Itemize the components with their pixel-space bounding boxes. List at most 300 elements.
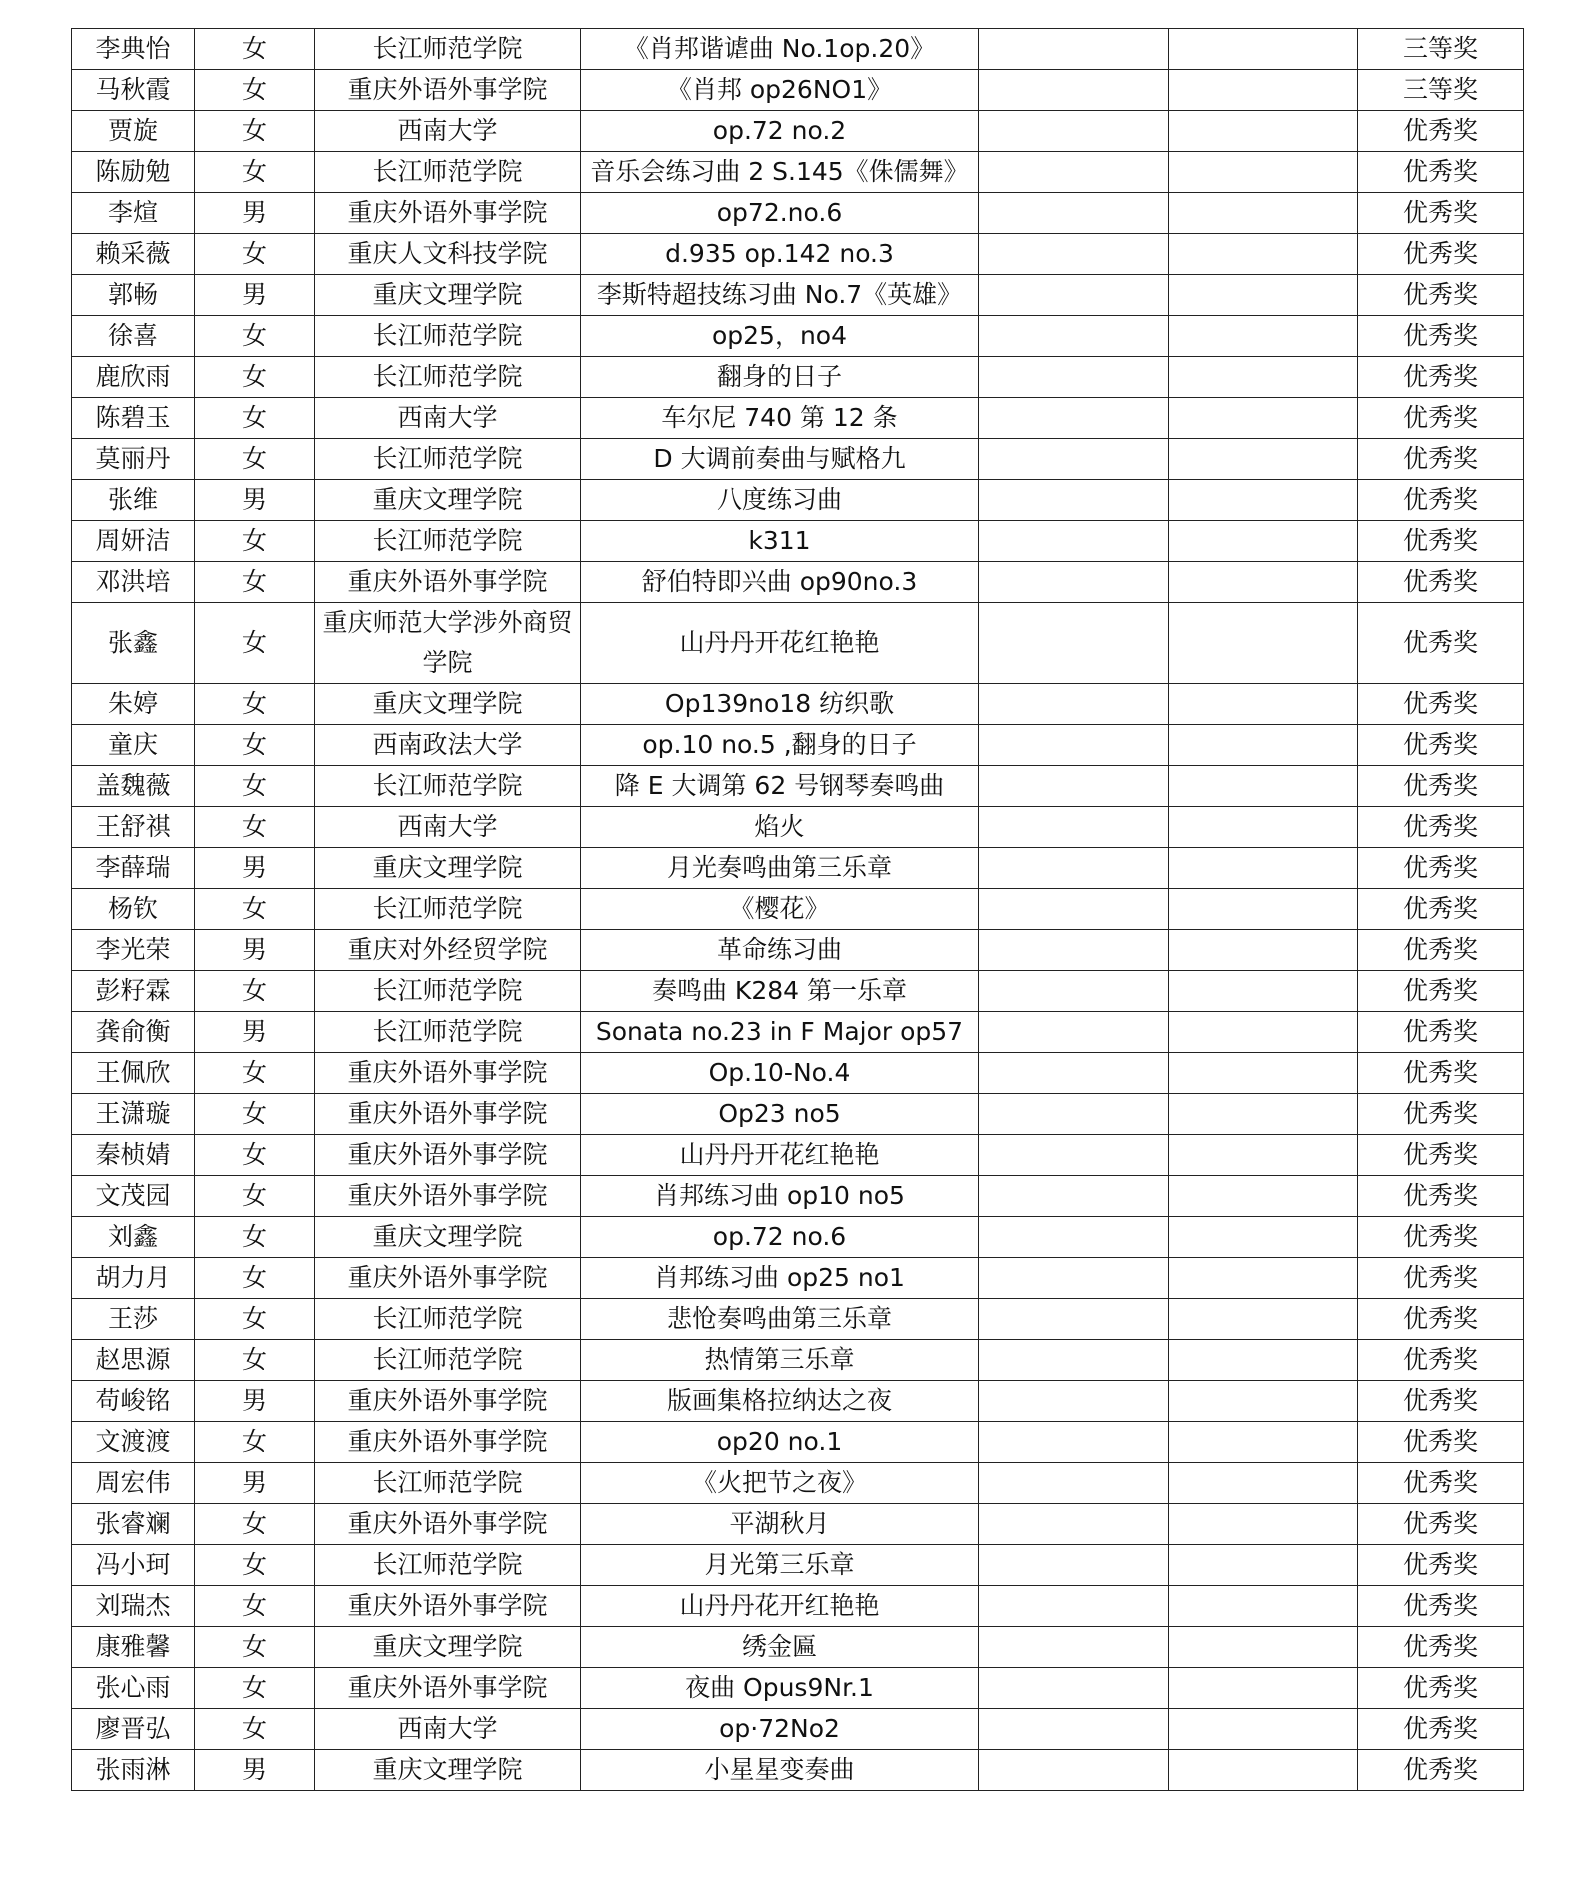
piece-cell: 绣金匾 xyxy=(581,1627,979,1668)
name-cell: 贾旋 xyxy=(72,111,195,152)
gender-cell: 女 xyxy=(195,1627,315,1668)
piece-cell: 《火把节之夜》 xyxy=(581,1463,979,1504)
name-cell: 杨钦 xyxy=(72,889,195,930)
gender-cell: 男 xyxy=(195,1381,315,1422)
empty-cell xyxy=(979,29,1169,70)
empty-cell xyxy=(1169,725,1358,766)
name-cell: 李光荣 xyxy=(72,930,195,971)
empty-cell xyxy=(979,70,1169,111)
table-row xyxy=(72,1586,1524,1627)
name-cell: 龚俞衡 xyxy=(72,1012,195,1053)
name-cell: 刘瑞杰 xyxy=(72,1586,195,1627)
piece-cell: 山丹丹开花红艳艳 xyxy=(581,1135,979,1176)
name-cell: 张心雨 xyxy=(72,1668,195,1709)
school-cell: 重庆文理学院 xyxy=(315,684,581,725)
table-row xyxy=(72,1504,1524,1545)
name-cell: 秦桢婧 xyxy=(72,1135,195,1176)
award-cell: 优秀奖 xyxy=(1358,1340,1524,1381)
table-row xyxy=(72,1750,1524,1791)
table-row xyxy=(72,725,1524,766)
piece-cell: 革命练习曲 xyxy=(581,930,979,971)
table-row xyxy=(72,1340,1524,1381)
gender-cell: 女 xyxy=(195,725,315,766)
gender-cell: 男 xyxy=(195,480,315,521)
award-cell: 优秀奖 xyxy=(1358,1627,1524,1668)
award-cell: 优秀奖 xyxy=(1358,1258,1524,1299)
table-row xyxy=(72,234,1524,275)
piece-cell: 小星星变奏曲 xyxy=(581,1750,979,1791)
gender-cell: 女 xyxy=(195,29,315,70)
empty-cell xyxy=(979,439,1169,480)
award-cell: 优秀奖 xyxy=(1358,684,1524,725)
piece-cell: op25，no4 xyxy=(581,316,979,357)
name-cell: 张睿斓 xyxy=(72,1504,195,1545)
award-cell: 优秀奖 xyxy=(1358,562,1524,603)
gender-cell: 女 xyxy=(195,398,315,439)
empty-cell xyxy=(979,357,1169,398)
table-row xyxy=(72,1135,1524,1176)
school-cell: 长江师范学院 xyxy=(315,889,581,930)
name-cell: 王佩欣 xyxy=(72,1053,195,1094)
gender-cell: 男 xyxy=(195,1463,315,1504)
award-cell: 优秀奖 xyxy=(1358,930,1524,971)
school-cell: 重庆文理学院 xyxy=(315,848,581,889)
name-cell: 陈励勉 xyxy=(72,152,195,193)
award-cell: 优秀奖 xyxy=(1358,725,1524,766)
award-cell: 优秀奖 xyxy=(1358,1135,1524,1176)
school-cell: 重庆外语外事学院 xyxy=(315,1586,581,1627)
gender-cell: 女 xyxy=(195,1668,315,1709)
award-cell: 优秀奖 xyxy=(1358,1381,1524,1422)
empty-cell xyxy=(1169,1053,1358,1094)
award-cell: 优秀奖 xyxy=(1358,889,1524,930)
award-cell: 优秀奖 xyxy=(1358,111,1524,152)
name-cell: 胡力月 xyxy=(72,1258,195,1299)
award-cell: 优秀奖 xyxy=(1358,1709,1524,1750)
piece-cell: 《肖邦谐谑曲 No.1op.20》 xyxy=(581,29,979,70)
empty-cell xyxy=(1169,1504,1358,1545)
award-cell: 优秀奖 xyxy=(1358,275,1524,316)
empty-cell xyxy=(1169,1299,1358,1340)
piece-cell: 月光奏鸣曲第三乐章 xyxy=(581,848,979,889)
gender-cell: 女 xyxy=(195,807,315,848)
school-cell: 重庆外语外事学院 xyxy=(315,1135,581,1176)
empty-cell xyxy=(1169,1258,1358,1299)
empty-cell xyxy=(979,603,1169,684)
empty-cell xyxy=(1169,111,1358,152)
empty-cell xyxy=(979,111,1169,152)
piece-cell: 版画集格拉纳达之夜 xyxy=(581,1381,979,1422)
award-cell: 优秀奖 xyxy=(1358,603,1524,684)
table-row xyxy=(72,1258,1524,1299)
piece-cell: op·72No2 xyxy=(581,1709,979,1750)
name-cell: 刘鑫 xyxy=(72,1217,195,1258)
table-row xyxy=(72,398,1524,439)
table-row xyxy=(72,1668,1524,1709)
name-cell: 鹿欣雨 xyxy=(72,357,195,398)
gender-cell: 男 xyxy=(195,1012,315,1053)
school-cell: 重庆文理学院 xyxy=(315,1627,581,1668)
empty-cell xyxy=(979,521,1169,562)
table-row xyxy=(72,930,1524,971)
empty-cell xyxy=(979,1422,1169,1463)
school-cell: 长江师范学院 xyxy=(315,29,581,70)
name-cell: 王莎 xyxy=(72,1299,195,1340)
name-cell: 陈碧玉 xyxy=(72,398,195,439)
piece-cell: 肖邦练习曲 op25 no1 xyxy=(581,1258,979,1299)
empty-cell xyxy=(1169,889,1358,930)
gender-cell: 女 xyxy=(195,234,315,275)
school-cell: 重庆外语外事学院 xyxy=(315,562,581,603)
empty-cell xyxy=(1169,1381,1358,1422)
gender-cell: 女 xyxy=(195,562,315,603)
name-cell: 苟峻铭 xyxy=(72,1381,195,1422)
piece-cell: 月光第三乐章 xyxy=(581,1545,979,1586)
empty-cell xyxy=(979,889,1169,930)
table-row xyxy=(72,357,1524,398)
table-row xyxy=(72,603,1524,684)
name-cell: 徐喜 xyxy=(72,316,195,357)
award-cell: 优秀奖 xyxy=(1358,1463,1524,1504)
award-cell: 优秀奖 xyxy=(1358,1299,1524,1340)
piece-cell: d.935 op.142 no.3 xyxy=(581,234,979,275)
name-cell: 童庆 xyxy=(72,725,195,766)
empty-cell xyxy=(1169,1217,1358,1258)
school-cell: 重庆外语外事学院 xyxy=(315,1381,581,1422)
empty-cell xyxy=(979,1258,1169,1299)
table-row xyxy=(72,1299,1524,1340)
award-cell: 优秀奖 xyxy=(1358,766,1524,807)
piece-cell: 山丹丹花开红艳艳 xyxy=(581,1586,979,1627)
name-cell: 文茂园 xyxy=(72,1176,195,1217)
table-row xyxy=(72,889,1524,930)
empty-cell xyxy=(1169,1668,1358,1709)
piece-cell: 车尔尼 740 第 12 条 xyxy=(581,398,979,439)
school-cell: 长江师范学院 xyxy=(315,971,581,1012)
school-cell: 西南政法大学 xyxy=(315,725,581,766)
empty-cell xyxy=(979,1299,1169,1340)
gender-cell: 女 xyxy=(195,70,315,111)
school-cell: 重庆外语外事学院 xyxy=(315,1053,581,1094)
gender-cell: 女 xyxy=(195,152,315,193)
name-cell: 李薛瑞 xyxy=(72,848,195,889)
gender-cell: 女 xyxy=(195,889,315,930)
piece-cell: 山丹丹开花红艳艳 xyxy=(581,603,979,684)
name-cell: 王潇璇 xyxy=(72,1094,195,1135)
empty-cell xyxy=(979,807,1169,848)
award-cell: 优秀奖 xyxy=(1358,1750,1524,1791)
empty-cell xyxy=(979,766,1169,807)
gender-cell: 男 xyxy=(195,1750,315,1791)
empty-cell xyxy=(979,930,1169,971)
piece-cell: 悲怆奏鸣曲第三乐章 xyxy=(581,1299,979,1340)
school-cell: 长江师范学院 xyxy=(315,152,581,193)
gender-cell: 女 xyxy=(195,603,315,684)
empty-cell xyxy=(1169,1176,1358,1217)
name-cell: 邓洪培 xyxy=(72,562,195,603)
gender-cell: 女 xyxy=(195,1258,315,1299)
award-cell: 优秀奖 xyxy=(1358,152,1524,193)
award-cell: 优秀奖 xyxy=(1358,1504,1524,1545)
empty-cell xyxy=(1169,480,1358,521)
empty-cell xyxy=(979,193,1169,234)
empty-cell xyxy=(1169,1340,1358,1381)
table-row xyxy=(72,1463,1524,1504)
piece-cell: 翻身的日子 xyxy=(581,357,979,398)
empty-cell xyxy=(979,275,1169,316)
piece-cell: 降 E 大调第 62 号钢琴奏鸣曲 xyxy=(581,766,979,807)
table-row xyxy=(72,111,1524,152)
piece-cell: Op139no18 纺织歌 xyxy=(581,684,979,725)
table-row xyxy=(72,562,1524,603)
empty-cell xyxy=(979,1094,1169,1135)
piece-cell: op.10 no.5 ,翻身的日子 xyxy=(581,725,979,766)
table-row xyxy=(72,152,1524,193)
school-cell: 长江师范学院 xyxy=(315,766,581,807)
table-row xyxy=(72,193,1524,234)
empty-cell xyxy=(979,725,1169,766)
table-row xyxy=(72,684,1524,725)
piece-cell: 音乐会练习曲 2 S.145《侏儒舞》 xyxy=(581,152,979,193)
empty-cell xyxy=(1169,1094,1358,1135)
name-cell: 莫丽丹 xyxy=(72,439,195,480)
empty-cell xyxy=(1169,357,1358,398)
piece-cell: op.72 no.6 xyxy=(581,1217,979,1258)
empty-cell xyxy=(1169,684,1358,725)
award-cell: 优秀奖 xyxy=(1358,1545,1524,1586)
gender-cell: 女 xyxy=(195,1422,315,1463)
award-cell: 优秀奖 xyxy=(1358,398,1524,439)
piece-cell: Sonata no.23 in F Major op57 xyxy=(581,1012,979,1053)
empty-cell xyxy=(979,398,1169,439)
name-cell: 张雨淋 xyxy=(72,1750,195,1791)
empty-cell xyxy=(1169,1627,1358,1668)
gender-cell: 男 xyxy=(195,193,315,234)
empty-cell xyxy=(979,1586,1169,1627)
piece-cell: op.72 no.2 xyxy=(581,111,979,152)
school-cell: 长江师范学院 xyxy=(315,1299,581,1340)
piece-cell: 焰火 xyxy=(581,807,979,848)
empty-cell xyxy=(1169,1422,1358,1463)
piece-cell: Op.10-No.4 xyxy=(581,1053,979,1094)
gender-cell: 女 xyxy=(195,684,315,725)
name-cell: 李典怡 xyxy=(72,29,195,70)
empty-cell xyxy=(979,152,1169,193)
table-row xyxy=(72,1094,1524,1135)
empty-cell xyxy=(1169,603,1358,684)
award-cell: 优秀奖 xyxy=(1358,1053,1524,1094)
gender-cell: 女 xyxy=(195,1094,315,1135)
name-cell: 张维 xyxy=(72,480,195,521)
name-cell: 马秋霞 xyxy=(72,70,195,111)
empty-cell xyxy=(979,234,1169,275)
award-cell: 三等奖 xyxy=(1358,70,1524,111)
piece-cell: 夜曲 Opus9Nr.1 xyxy=(581,1668,979,1709)
piece-cell: 《肖邦 op26NO1》 xyxy=(581,70,979,111)
empty-cell xyxy=(1169,1709,1358,1750)
gender-cell: 女 xyxy=(195,439,315,480)
table-row xyxy=(72,70,1524,111)
piece-cell: 舒伯特即兴曲 op90no.3 xyxy=(581,562,979,603)
empty-cell xyxy=(1169,930,1358,971)
empty-cell xyxy=(979,1750,1169,1791)
piece-cell: 《樱花》 xyxy=(581,889,979,930)
table-row xyxy=(72,1422,1524,1463)
school-cell: 西南大学 xyxy=(315,1709,581,1750)
empty-cell xyxy=(979,971,1169,1012)
empty-cell xyxy=(1169,193,1358,234)
table-row xyxy=(72,1012,1524,1053)
award-cell: 优秀奖 xyxy=(1358,521,1524,562)
empty-cell xyxy=(1169,29,1358,70)
school-cell: 重庆外语外事学院 xyxy=(315,1422,581,1463)
piece-cell: 热情第三乐章 xyxy=(581,1340,979,1381)
empty-cell xyxy=(1169,1463,1358,1504)
empty-cell xyxy=(1169,398,1358,439)
empty-cell xyxy=(979,1340,1169,1381)
name-cell: 李煊 xyxy=(72,193,195,234)
gender-cell: 女 xyxy=(195,1340,315,1381)
school-cell: 长江师范学院 xyxy=(315,357,581,398)
empty-cell xyxy=(979,1012,1169,1053)
empty-cell xyxy=(1169,766,1358,807)
award-cell: 优秀奖 xyxy=(1358,1012,1524,1053)
empty-cell xyxy=(979,1053,1169,1094)
school-cell: 重庆文理学院 xyxy=(315,1750,581,1791)
award-cell: 优秀奖 xyxy=(1358,439,1524,480)
name-cell: 周妍洁 xyxy=(72,521,195,562)
empty-cell xyxy=(1169,316,1358,357)
table-row xyxy=(72,521,1524,562)
school-cell: 长江师范学院 xyxy=(315,1545,581,1586)
school-cell: 重庆文理学院 xyxy=(315,275,581,316)
piece-cell: Op23 no5 xyxy=(581,1094,979,1135)
empty-cell xyxy=(1169,70,1358,111)
piece-cell: D 大调前奏曲与赋格九 xyxy=(581,439,979,480)
table-row xyxy=(72,1217,1524,1258)
school-cell: 重庆外语外事学院 xyxy=(315,70,581,111)
school-cell: 重庆师范大学涉外商贸学院 xyxy=(315,603,581,684)
name-cell: 廖晋弘 xyxy=(72,1709,195,1750)
empty-cell xyxy=(979,1217,1169,1258)
gender-cell: 女 xyxy=(195,1176,315,1217)
results-table xyxy=(71,28,1524,1791)
school-cell: 重庆对外经贸学院 xyxy=(315,930,581,971)
empty-cell xyxy=(1169,971,1358,1012)
school-cell: 重庆外语外事学院 xyxy=(315,1504,581,1545)
school-cell: 重庆外语外事学院 xyxy=(315,1668,581,1709)
gender-cell: 女 xyxy=(195,1586,315,1627)
table-row xyxy=(72,480,1524,521)
empty-cell xyxy=(979,1709,1169,1750)
results-body xyxy=(72,29,1524,1791)
name-cell: 王舒祺 xyxy=(72,807,195,848)
piece-cell: 李斯特超技练习曲 No.7《英雄》 xyxy=(581,275,979,316)
table-row xyxy=(72,1381,1524,1422)
name-cell: 朱婷 xyxy=(72,684,195,725)
empty-cell xyxy=(1169,562,1358,603)
piece-cell: op72.no.6 xyxy=(581,193,979,234)
school-cell: 重庆外语外事学院 xyxy=(315,1258,581,1299)
school-cell: 长江师范学院 xyxy=(315,316,581,357)
name-cell: 赵思源 xyxy=(72,1340,195,1381)
table-row xyxy=(72,275,1524,316)
table-row xyxy=(72,1627,1524,1668)
school-cell: 长江师范学院 xyxy=(315,521,581,562)
gender-cell: 男 xyxy=(195,930,315,971)
school-cell: 长江师范学院 xyxy=(315,1340,581,1381)
empty-cell xyxy=(979,1545,1169,1586)
school-cell: 西南大学 xyxy=(315,807,581,848)
empty-cell xyxy=(1169,848,1358,889)
empty-cell xyxy=(979,1627,1169,1668)
gender-cell: 女 xyxy=(195,1299,315,1340)
gender-cell: 女 xyxy=(195,521,315,562)
empty-cell xyxy=(1169,152,1358,193)
table-row xyxy=(72,29,1524,70)
empty-cell xyxy=(1169,807,1358,848)
piece-cell: 八度练习曲 xyxy=(581,480,979,521)
award-cell: 优秀奖 xyxy=(1358,193,1524,234)
gender-cell: 女 xyxy=(195,1217,315,1258)
table-row xyxy=(72,316,1524,357)
award-cell: 三等奖 xyxy=(1358,29,1524,70)
empty-cell xyxy=(1169,439,1358,480)
empty-cell xyxy=(979,1135,1169,1176)
empty-cell xyxy=(1169,234,1358,275)
school-cell: 重庆外语外事学院 xyxy=(315,193,581,234)
school-cell: 重庆人文科技学院 xyxy=(315,234,581,275)
empty-cell xyxy=(1169,1750,1358,1791)
name-cell: 冯小珂 xyxy=(72,1545,195,1586)
table-row xyxy=(72,1709,1524,1750)
piece-cell: 奏鸣曲 K284 第一乐章 xyxy=(581,971,979,1012)
school-cell: 西南大学 xyxy=(315,398,581,439)
name-cell: 张鑫 xyxy=(72,603,195,684)
empty-cell xyxy=(1169,1135,1358,1176)
gender-cell: 女 xyxy=(195,1135,315,1176)
name-cell: 盖魏薇 xyxy=(72,766,195,807)
empty-cell xyxy=(979,1668,1169,1709)
gender-cell: 女 xyxy=(195,766,315,807)
name-cell: 康雅馨 xyxy=(72,1627,195,1668)
gender-cell: 女 xyxy=(195,1545,315,1586)
gender-cell: 女 xyxy=(195,1504,315,1545)
award-cell: 优秀奖 xyxy=(1358,357,1524,398)
empty-cell xyxy=(979,1504,1169,1545)
award-cell: 优秀奖 xyxy=(1358,1422,1524,1463)
school-cell: 长江师范学院 xyxy=(315,439,581,480)
school-cell: 长江师范学院 xyxy=(315,1463,581,1504)
name-cell: 周宏伟 xyxy=(72,1463,195,1504)
gender-cell: 女 xyxy=(195,316,315,357)
empty-cell xyxy=(979,480,1169,521)
name-cell: 彭籽霖 xyxy=(72,971,195,1012)
gender-cell: 女 xyxy=(195,111,315,152)
piece-cell: op20 no.1 xyxy=(581,1422,979,1463)
empty-cell xyxy=(979,316,1169,357)
empty-cell xyxy=(1169,1012,1358,1053)
piece-cell: k311 xyxy=(581,521,979,562)
empty-cell xyxy=(979,1463,1169,1504)
gender-cell: 女 xyxy=(195,357,315,398)
table-row xyxy=(72,439,1524,480)
empty-cell xyxy=(1169,1586,1358,1627)
award-cell: 优秀奖 xyxy=(1358,848,1524,889)
award-cell: 优秀奖 xyxy=(1358,1668,1524,1709)
school-cell: 西南大学 xyxy=(315,111,581,152)
piece-cell: 肖邦练习曲 op10 no5 xyxy=(581,1176,979,1217)
